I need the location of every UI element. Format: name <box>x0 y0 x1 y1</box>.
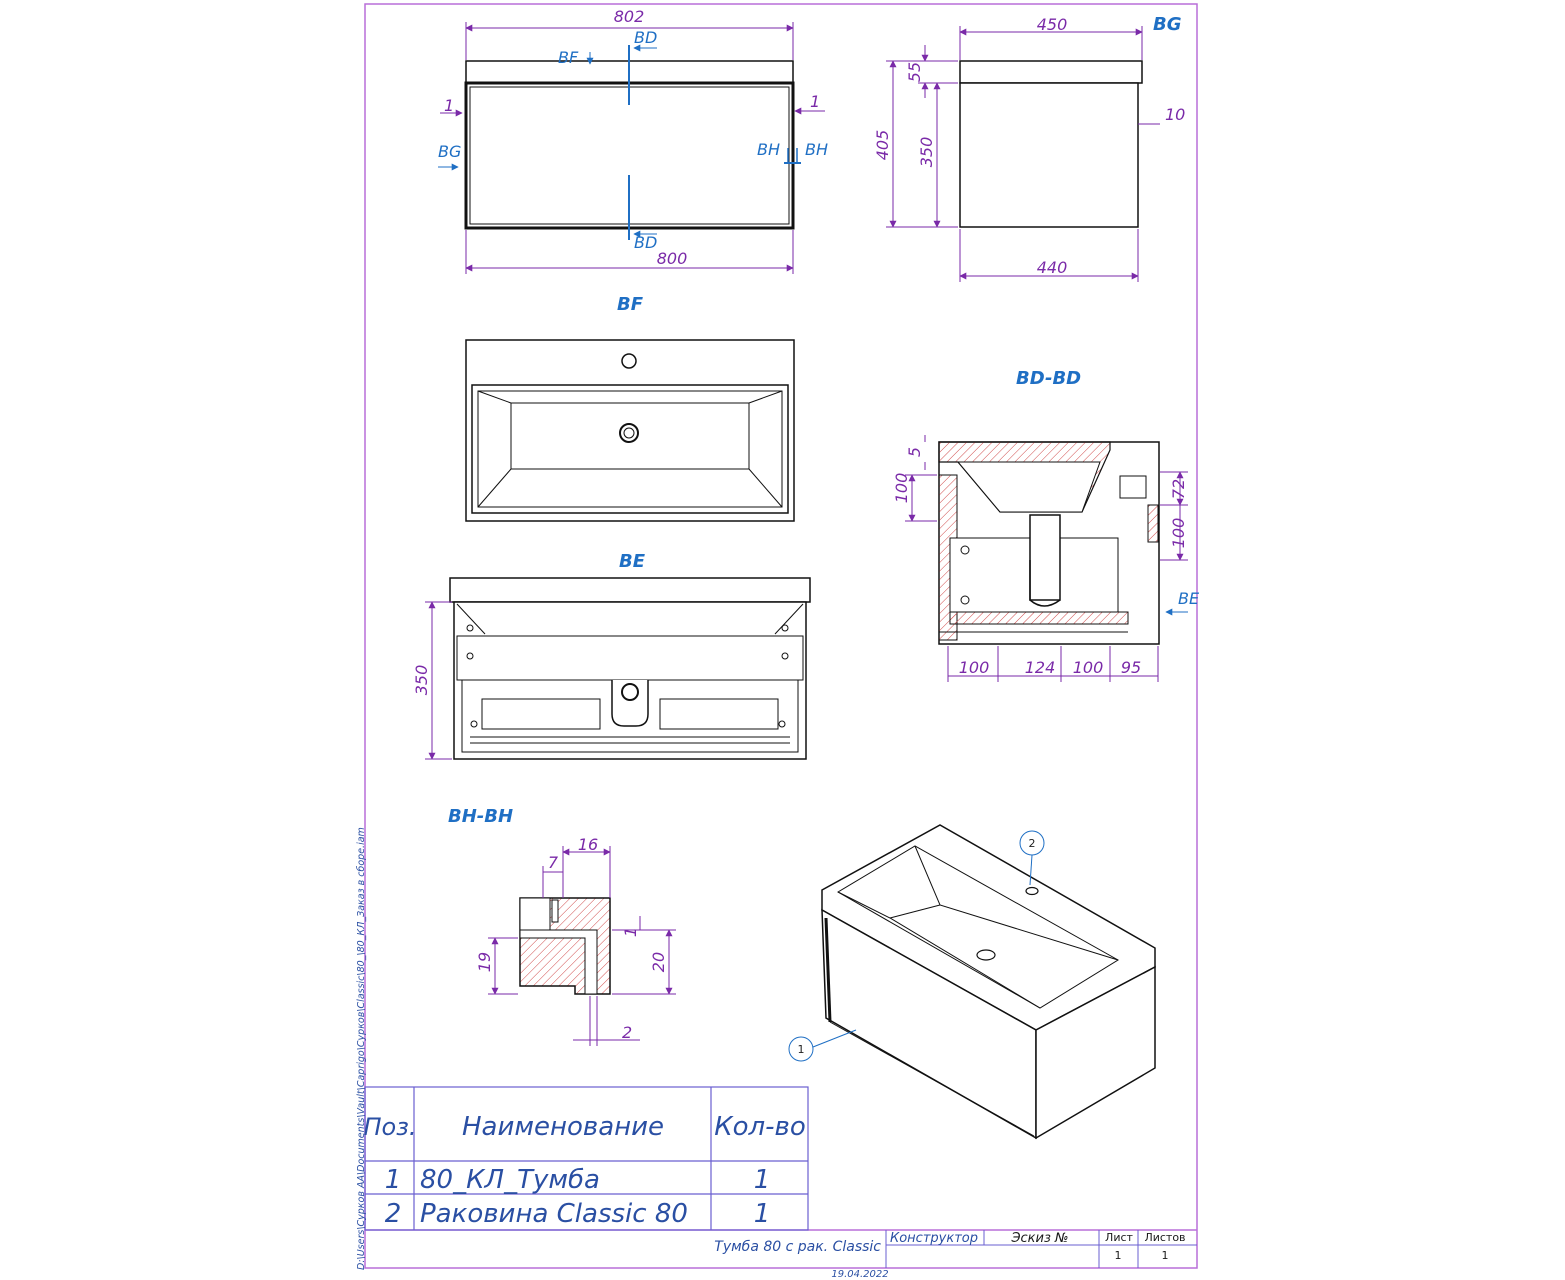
dim-bd-bottom-4: 95 <box>1120 658 1142 677</box>
dim-gap-left: 1 <box>444 96 455 115</box>
cut-be: BE <box>1178 589 1200 608</box>
label-bh-bh: BH-BH <box>448 806 514 827</box>
dim-bd-bottom-1: 100 <box>958 658 990 677</box>
date-text: 19.04.2022 <box>831 1269 889 1280</box>
sink-top-view <box>466 294 794 521</box>
dim-bh-7: 7 <box>547 853 559 872</box>
rear-view <box>412 551 810 759</box>
row-1-qty: 1 <box>753 1165 771 1195</box>
dim-gap-right: 1 <box>810 92 821 111</box>
dim-800: 800 <box>656 249 688 268</box>
row-2-pos: 2 <box>384 1199 402 1229</box>
cut-bd-top: BD <box>634 28 658 47</box>
label-bd-bd: BD-BD <box>1016 368 1082 389</box>
balloon-1 <box>789 1030 856 1061</box>
row-1-pos: 1 <box>384 1165 402 1195</box>
cut-bh-right: BH <box>805 140 829 159</box>
sheets-number: 1 <box>1161 1249 1169 1262</box>
dim-bd-bottom-2: 124 <box>1024 658 1056 677</box>
header-qty: Кол-во <box>714 1112 806 1142</box>
top-view <box>438 7 828 274</box>
dim-bd-5: 5 <box>905 446 924 458</box>
designer-label: Конструктор <box>890 1231 978 1246</box>
dim-bh-19: 19 <box>475 951 494 973</box>
dim-bh-2: 2 <box>622 1023 633 1042</box>
cut-bd-bottom: BD <box>634 233 658 252</box>
dim-350: 350 <box>917 136 936 168</box>
dim-802: 802 <box>613 7 645 26</box>
label-be: BE <box>619 551 646 572</box>
row-2-qty: 1 <box>753 1199 771 1229</box>
section-bh <box>448 806 676 1046</box>
sketch-label: Эскиз № <box>1011 1231 1069 1246</box>
isometric-view <box>822 825 1155 1138</box>
dim-bd-100-left: 100 <box>892 472 911 504</box>
dim-bh-20: 20 <box>649 951 668 973</box>
cut-bf: BF <box>558 48 579 67</box>
dim-440: 440 <box>1036 258 1068 277</box>
cut-bh-left: BH <box>757 140 781 159</box>
dim-405: 405 <box>873 129 892 161</box>
row-1-name: 80_КЛ_Тумба <box>420 1165 600 1195</box>
dim-bd-bottom-3: 100 <box>1072 658 1104 677</box>
cut-bg: BG <box>438 142 462 161</box>
file-path: D:\Users\Сурков АА\Documents\Vault\Caprigo\Сурков\Classic\80_\80_КЛ_Заказ в сборе.iam <box>356 827 367 1270</box>
balloon-2-label: 2 <box>1028 837 1036 850</box>
sheet-label: Лист <box>1105 1231 1133 1244</box>
section-bd <box>892 368 1200 682</box>
label-bf: BF <box>617 294 644 315</box>
dim-bd-72: 72 <box>1169 478 1188 500</box>
header-name: Наименование <box>461 1112 665 1142</box>
balloon-1-label: 1 <box>797 1043 805 1056</box>
dim-10: 10 <box>1165 105 1186 124</box>
side-view <box>873 14 1185 282</box>
row-2-name: Раковина Classic 80 <box>420 1199 688 1229</box>
sheet-number: 1 <box>1114 1249 1122 1262</box>
dim-bh-16: 16 <box>577 835 599 854</box>
title-text: Тумба 80 с рак. Classic <box>714 1239 881 1255</box>
sheets-label: Листов <box>1144 1231 1186 1244</box>
dim-bd-100-right: 100 <box>1169 517 1188 549</box>
dim-bh-1: 1 <box>621 926 640 938</box>
header-pos: Поз. <box>363 1113 417 1141</box>
dim-rear-350: 350 <box>412 664 431 696</box>
label-bg: BG <box>1153 14 1182 35</box>
dim-450: 450 <box>1036 15 1068 34</box>
dim-55: 55 <box>905 61 924 83</box>
